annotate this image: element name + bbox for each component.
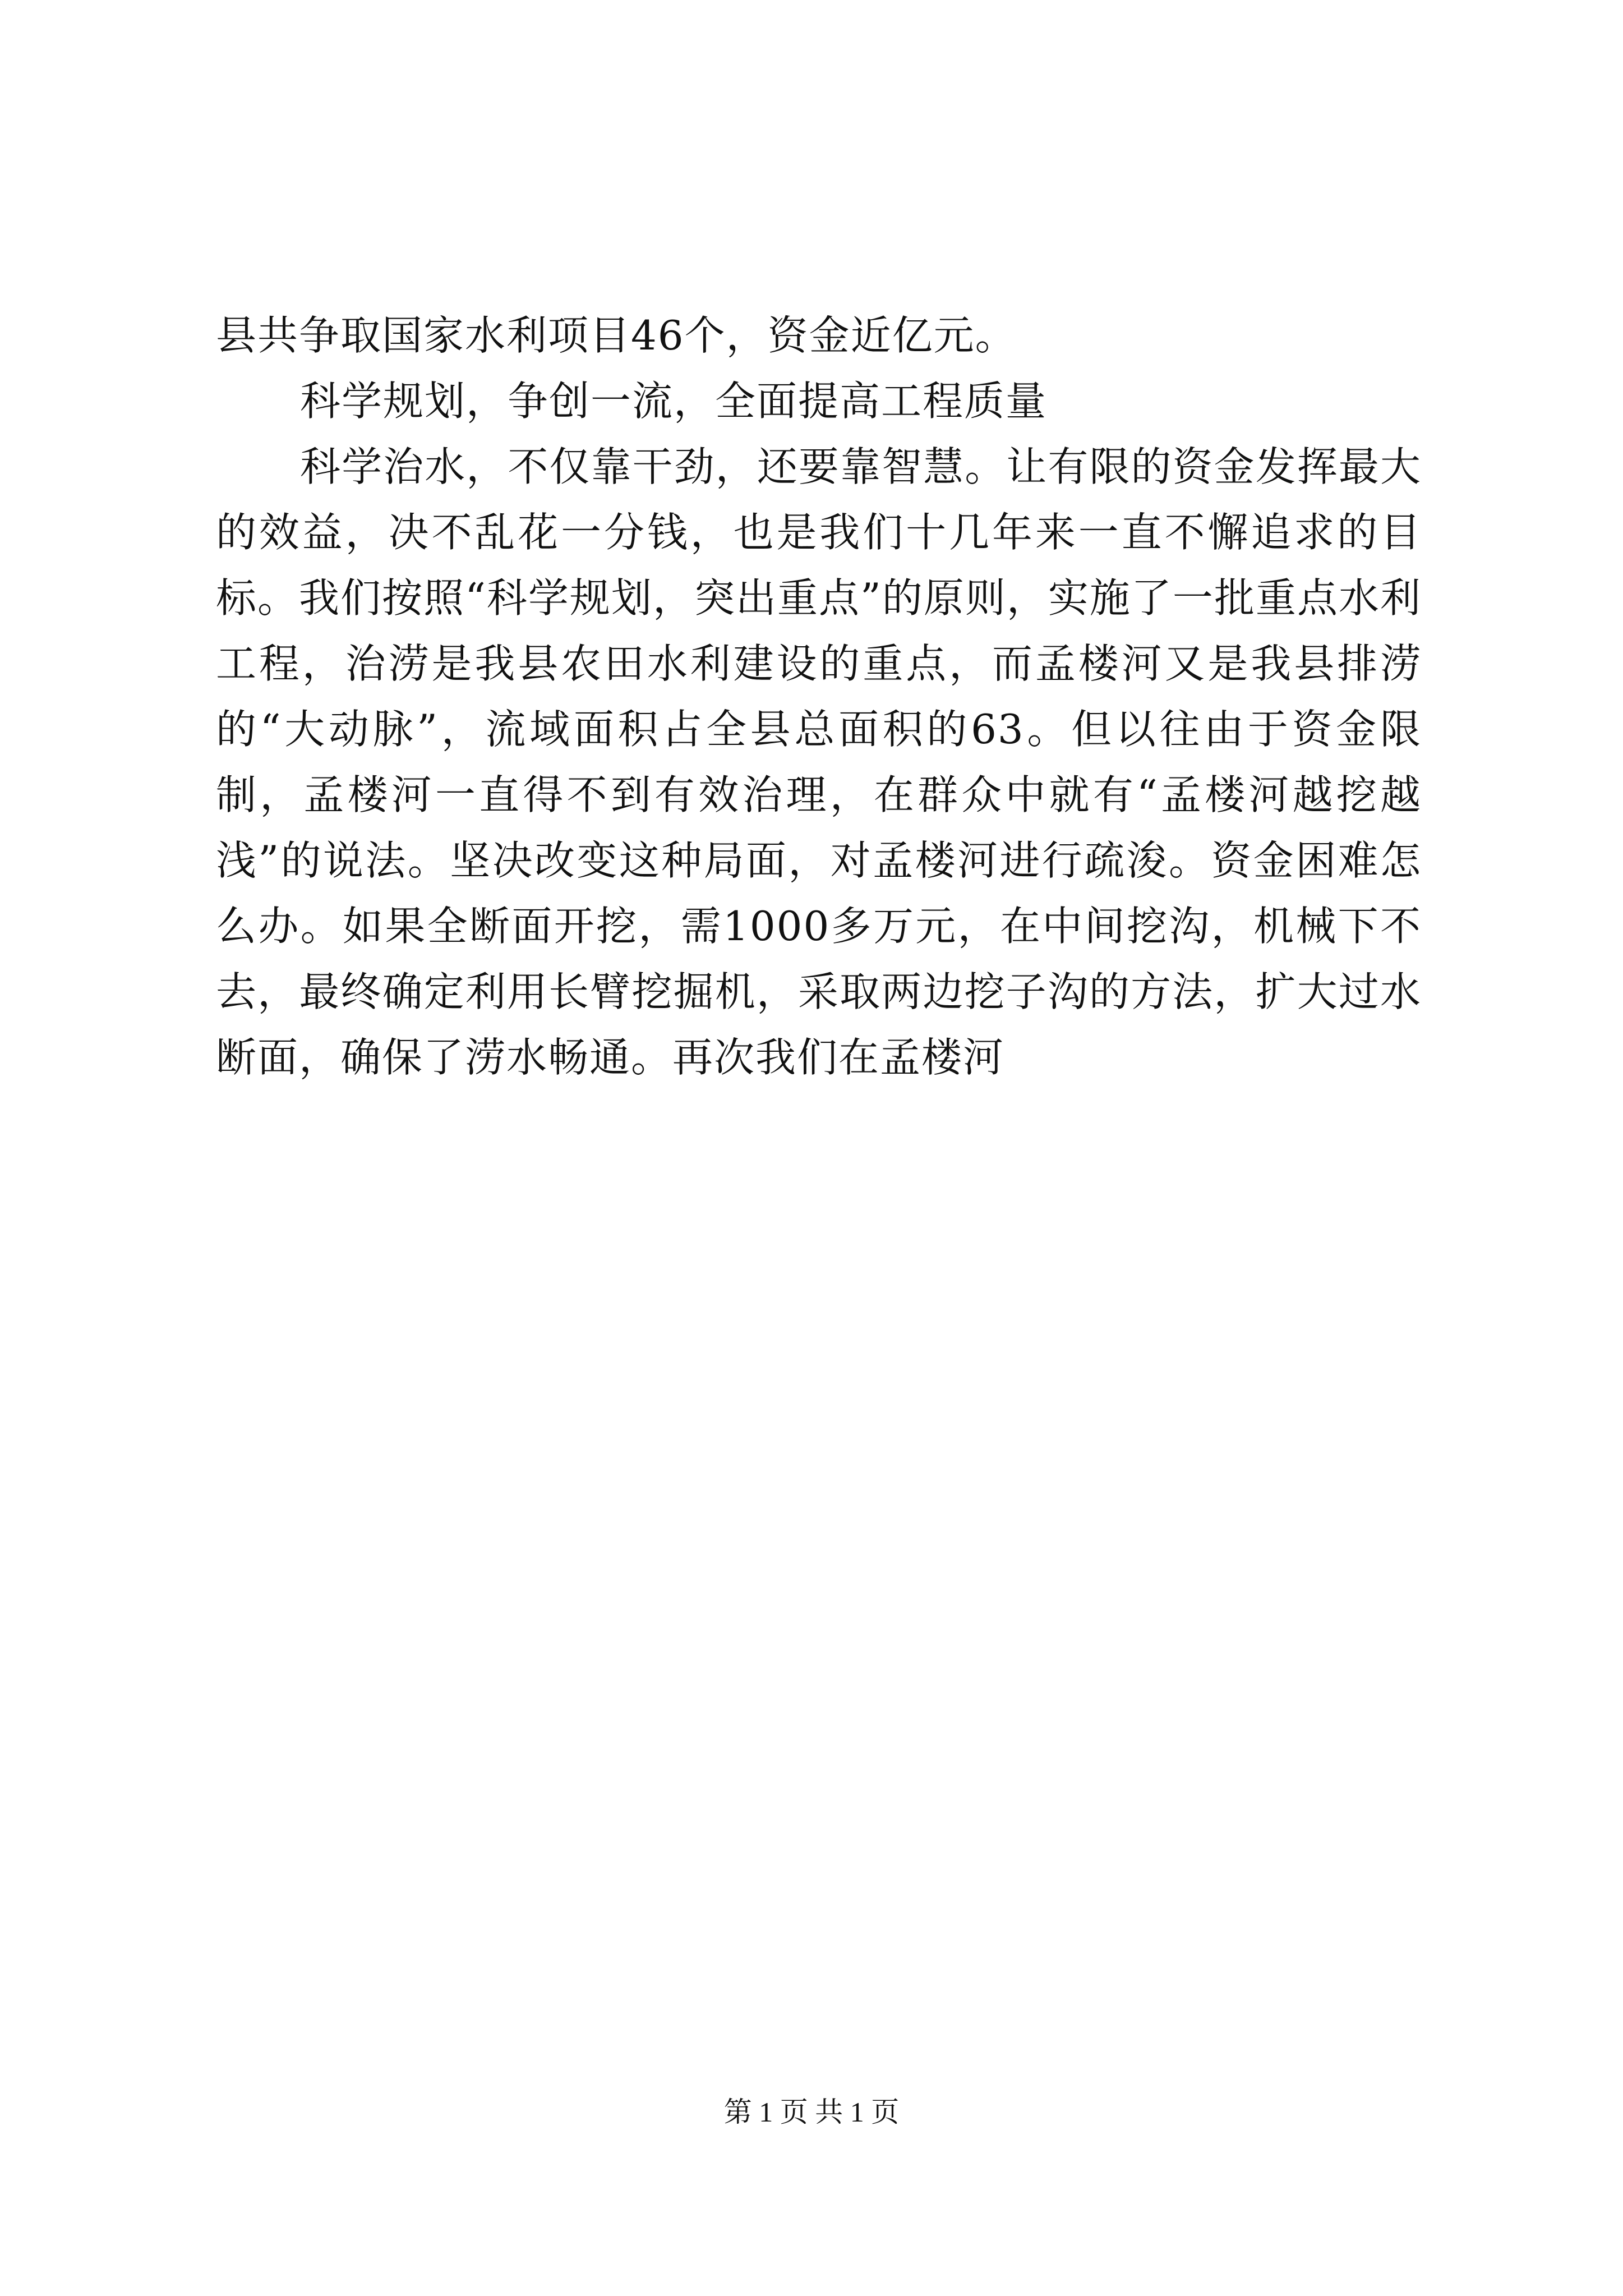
document-body — [216, 303, 1422, 1091]
paragraph-body: 科学治水，不仅靠干劲，还要靠智慧。让有限的资金发挥最大的效益，决不乱花一分钱，也是我们十几年来一直不懈追求的目标。我们按照“科学规划，突出重点”的原则，实施了一批重点水利工程，治涝是我县农田水利建设的重点，而孟楼河又是我县排涝的“大动脉”，流域面积占全县总面积的63。但以往由于资金限制，孟楼河一直得不到有效治理，在群众中就有“孟楼河越挖越浅”的说法。坚决改变这种局面，对孟楼河进行疏浚。资金困难怎么办。如果全断面开挖，需1000多万元，在中间挖沟，机械下不去，最终确定利用长臂挖掘机，采取两边挖子沟的方法，扩大过水断面，确保了涝水畅通。再次我们在孟楼河 — [216, 443, 1422, 1081]
page-number-footer: 第 1 页 共 1 页 — [723, 2096, 900, 2128]
paragraph-continuation: 县共争取国家水利项目46个，资金近亿元。 — [216, 312, 1017, 359]
section-heading: 科学规划，争创一流，全面提高工程质量 — [300, 378, 1048, 425]
